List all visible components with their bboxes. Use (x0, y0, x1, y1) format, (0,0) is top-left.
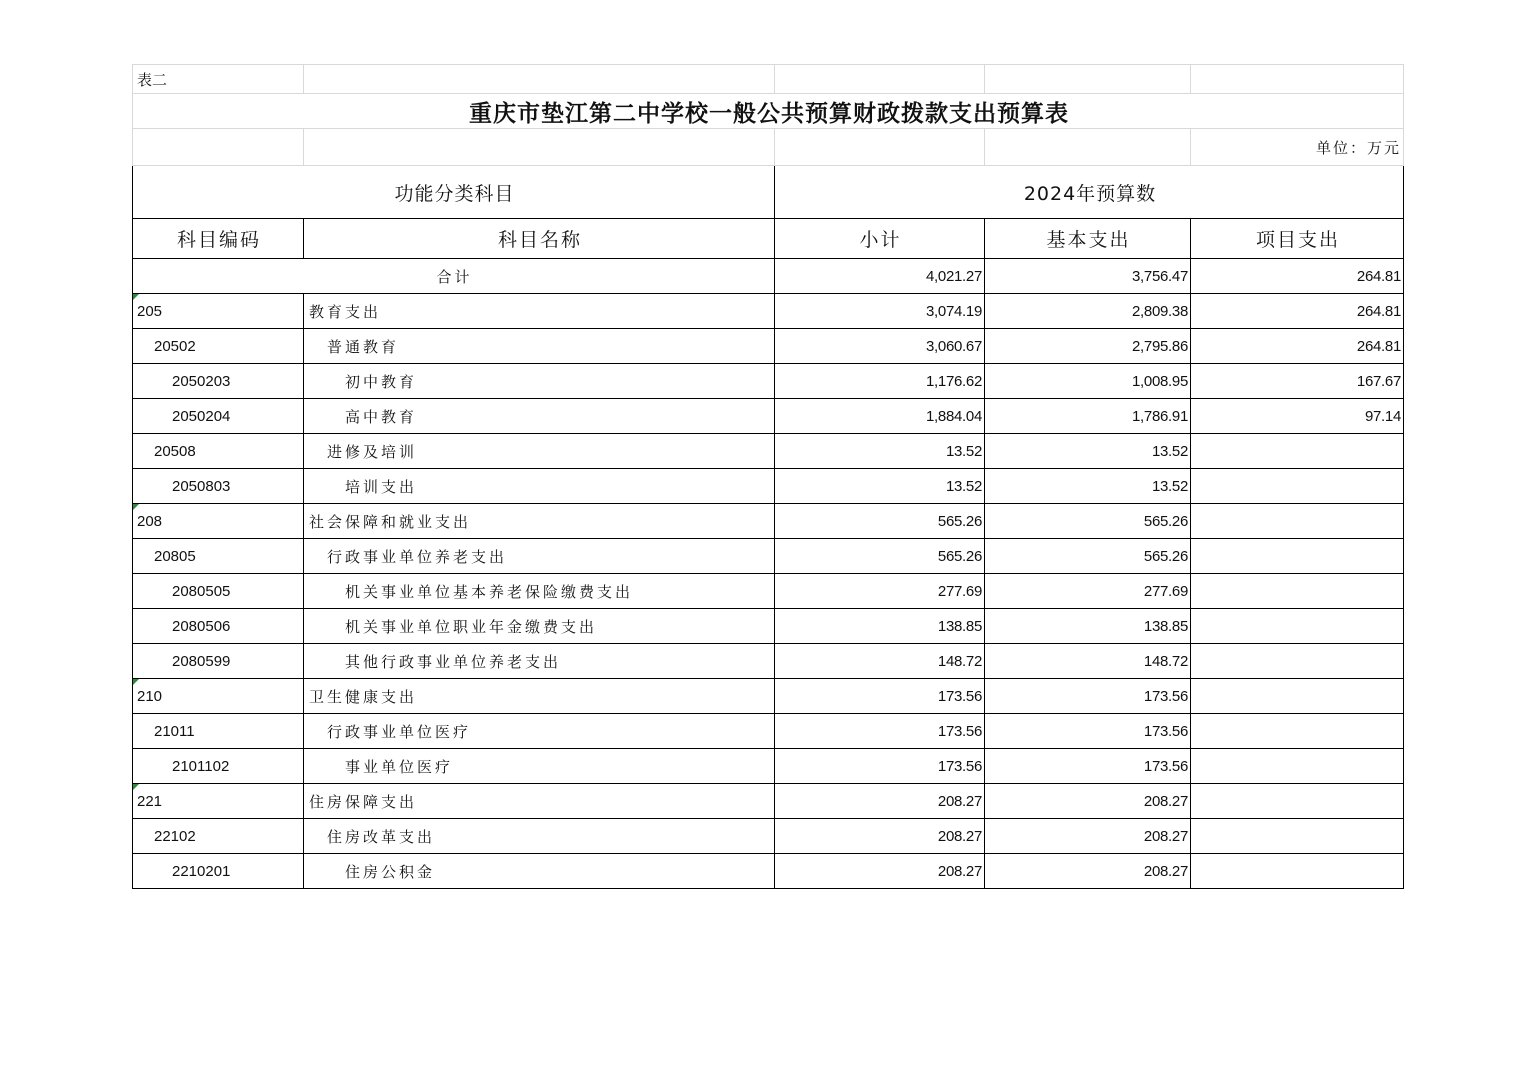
row-code: 2080599 (133, 644, 304, 679)
table-row (133, 469, 1404, 504)
row-code: 208 (133, 504, 304, 539)
row-code: 205 (133, 294, 304, 329)
row-basic: 13.52 (985, 434, 1191, 469)
table-row (133, 854, 1404, 889)
empty-cell (985, 129, 1191, 166)
header-column-row (133, 219, 1404, 259)
row-name: 住房保障支出 (304, 784, 775, 819)
table-row (133, 329, 1404, 364)
row-basic: 173.56 (985, 714, 1191, 749)
table-row (133, 574, 1404, 609)
row-project (1191, 784, 1404, 819)
row-name: 住房公积金 (304, 854, 775, 889)
row-subtotal: 148.72 (775, 644, 985, 679)
row-project (1191, 434, 1404, 469)
row-project (1191, 854, 1404, 889)
empty-cell (133, 129, 304, 166)
row-project: 264.81 (1191, 294, 1404, 329)
row-name: 行政事业单位医疗 (304, 714, 775, 749)
row-basic: 208.27 (985, 819, 1191, 854)
row-subtotal: 3,060.67 (775, 329, 985, 364)
row-subtotal: 13.52 (775, 434, 985, 469)
row-basic: 1,786.91 (985, 399, 1191, 434)
row-basic: 1,008.95 (985, 364, 1191, 399)
row-project (1191, 714, 1404, 749)
page-title: 重庆市垫江第二中学校一般公共预算财政拨款支出预算表 (133, 94, 1404, 129)
row-subtotal: 208.27 (775, 819, 985, 854)
table-row (133, 539, 1404, 574)
table-row (133, 399, 1404, 434)
row-basic: 565.26 (985, 504, 1191, 539)
row-code: 2210201 (133, 854, 304, 889)
row-name: 教育支出 (304, 294, 775, 329)
table-row (133, 679, 1404, 714)
empty-cell (775, 129, 985, 166)
row-project (1191, 679, 1404, 714)
row-code: 2050204 (133, 399, 304, 434)
total-project: 264.81 (1191, 259, 1404, 294)
row-name: 事业单位医疗 (304, 749, 775, 784)
empty-cell (304, 65, 775, 94)
row-project (1191, 504, 1404, 539)
row-name: 住房改革支出 (304, 819, 775, 854)
table-row (133, 434, 1404, 469)
table-row (133, 294, 1404, 329)
total-basic: 3,756.47 (985, 259, 1191, 294)
row-name: 初中教育 (304, 364, 775, 399)
header-budget-year: 2024年预算数 (775, 166, 1404, 219)
row-subtotal: 277.69 (775, 574, 985, 609)
row-subtotal: 565.26 (775, 504, 985, 539)
sheet-label-row (133, 65, 1404, 94)
row-basic: 2,809.38 (985, 294, 1191, 329)
row-name: 其他行政事业单位养老支出 (304, 644, 775, 679)
cell-marker-icon (133, 784, 139, 790)
header-subtotal: 小计 (775, 219, 985, 259)
table-row (133, 364, 1404, 399)
row-subtotal: 173.56 (775, 714, 985, 749)
header-project: 项目支出 (1191, 219, 1404, 259)
title-row (133, 94, 1404, 129)
row-subtotal: 565.26 (775, 539, 985, 574)
row-project (1191, 469, 1404, 504)
table-row (133, 609, 1404, 644)
row-code: 221 (133, 784, 304, 819)
row-basic: 277.69 (985, 574, 1191, 609)
header-code: 科目编码 (133, 219, 304, 259)
row-name: 行政事业单位养老支出 (304, 539, 775, 574)
unit-label: 单位：万元 (1191, 129, 1404, 166)
table-row (133, 784, 1404, 819)
header-group-row (133, 166, 1404, 219)
row-project (1191, 574, 1404, 609)
table-row (133, 819, 1404, 854)
row-code: 2050203 (133, 364, 304, 399)
header-basic: 基本支出 (985, 219, 1191, 259)
row-code: 2080506 (133, 609, 304, 644)
row-project: 264.81 (1191, 329, 1404, 364)
row-project (1191, 609, 1404, 644)
row-subtotal: 208.27 (775, 854, 985, 889)
header-name: 科目名称 (304, 219, 775, 259)
row-subtotal: 173.56 (775, 749, 985, 784)
row-code: 2101102 (133, 749, 304, 784)
row-subtotal: 3,074.19 (775, 294, 985, 329)
row-name: 培训支出 (304, 469, 775, 504)
row-code: 22102 (133, 819, 304, 854)
row-code: 21011 (133, 714, 304, 749)
row-name: 普通教育 (304, 329, 775, 364)
row-project (1191, 644, 1404, 679)
sheet-label: 表二 (133, 65, 304, 94)
row-code: 20508 (133, 434, 304, 469)
row-basic: 138.85 (985, 609, 1191, 644)
row-project: 97.14 (1191, 399, 1404, 434)
row-basic: 148.72 (985, 644, 1191, 679)
row-basic: 173.56 (985, 679, 1191, 714)
row-subtotal: 1,176.62 (775, 364, 985, 399)
row-project (1191, 749, 1404, 784)
row-name: 机关事业单位基本养老保险缴费支出 (304, 574, 775, 609)
row-code: 20502 (133, 329, 304, 364)
total-subtotal: 4,021.27 (775, 259, 985, 294)
header-functional-classification: 功能分类科目 (133, 166, 775, 219)
row-subtotal: 13.52 (775, 469, 985, 504)
row-basic: 13.52 (985, 469, 1191, 504)
row-subtotal: 1,884.04 (775, 399, 985, 434)
table-row (133, 644, 1404, 679)
row-subtotal: 173.56 (775, 679, 985, 714)
row-code: 210 (133, 679, 304, 714)
table-row (133, 504, 1404, 539)
cell-marker-icon (133, 504, 139, 510)
total-label: 合计 (133, 259, 775, 294)
empty-cell (304, 129, 775, 166)
cell-marker-icon (133, 294, 139, 300)
unit-row (133, 129, 1404, 166)
row-basic: 2,795.86 (985, 329, 1191, 364)
empty-cell (1191, 65, 1404, 94)
row-code: 20805 (133, 539, 304, 574)
row-basic: 208.27 (985, 784, 1191, 819)
row-project: 167.67 (1191, 364, 1404, 399)
budget-sheet (132, 64, 1403, 889)
row-name: 进修及培训 (304, 434, 775, 469)
empty-cell (775, 65, 985, 94)
budget-table (132, 64, 1404, 889)
row-basic: 208.27 (985, 854, 1191, 889)
row-basic: 173.56 (985, 749, 1191, 784)
row-subtotal: 138.85 (775, 609, 985, 644)
row-name: 高中教育 (304, 399, 775, 434)
row-name: 卫生健康支出 (304, 679, 775, 714)
cell-marker-icon (133, 679, 139, 685)
total-row (133, 259, 1404, 294)
row-project (1191, 539, 1404, 574)
empty-cell (985, 65, 1191, 94)
row-code: 2080505 (133, 574, 304, 609)
table-row (133, 749, 1404, 784)
row-name: 社会保障和就业支出 (304, 504, 775, 539)
row-name: 机关事业单位职业年金缴费支出 (304, 609, 775, 644)
row-code: 2050803 (133, 469, 304, 504)
row-project (1191, 819, 1404, 854)
row-basic: 565.26 (985, 539, 1191, 574)
table-row (133, 714, 1404, 749)
data-rows (133, 294, 1404, 889)
row-subtotal: 208.27 (775, 784, 985, 819)
